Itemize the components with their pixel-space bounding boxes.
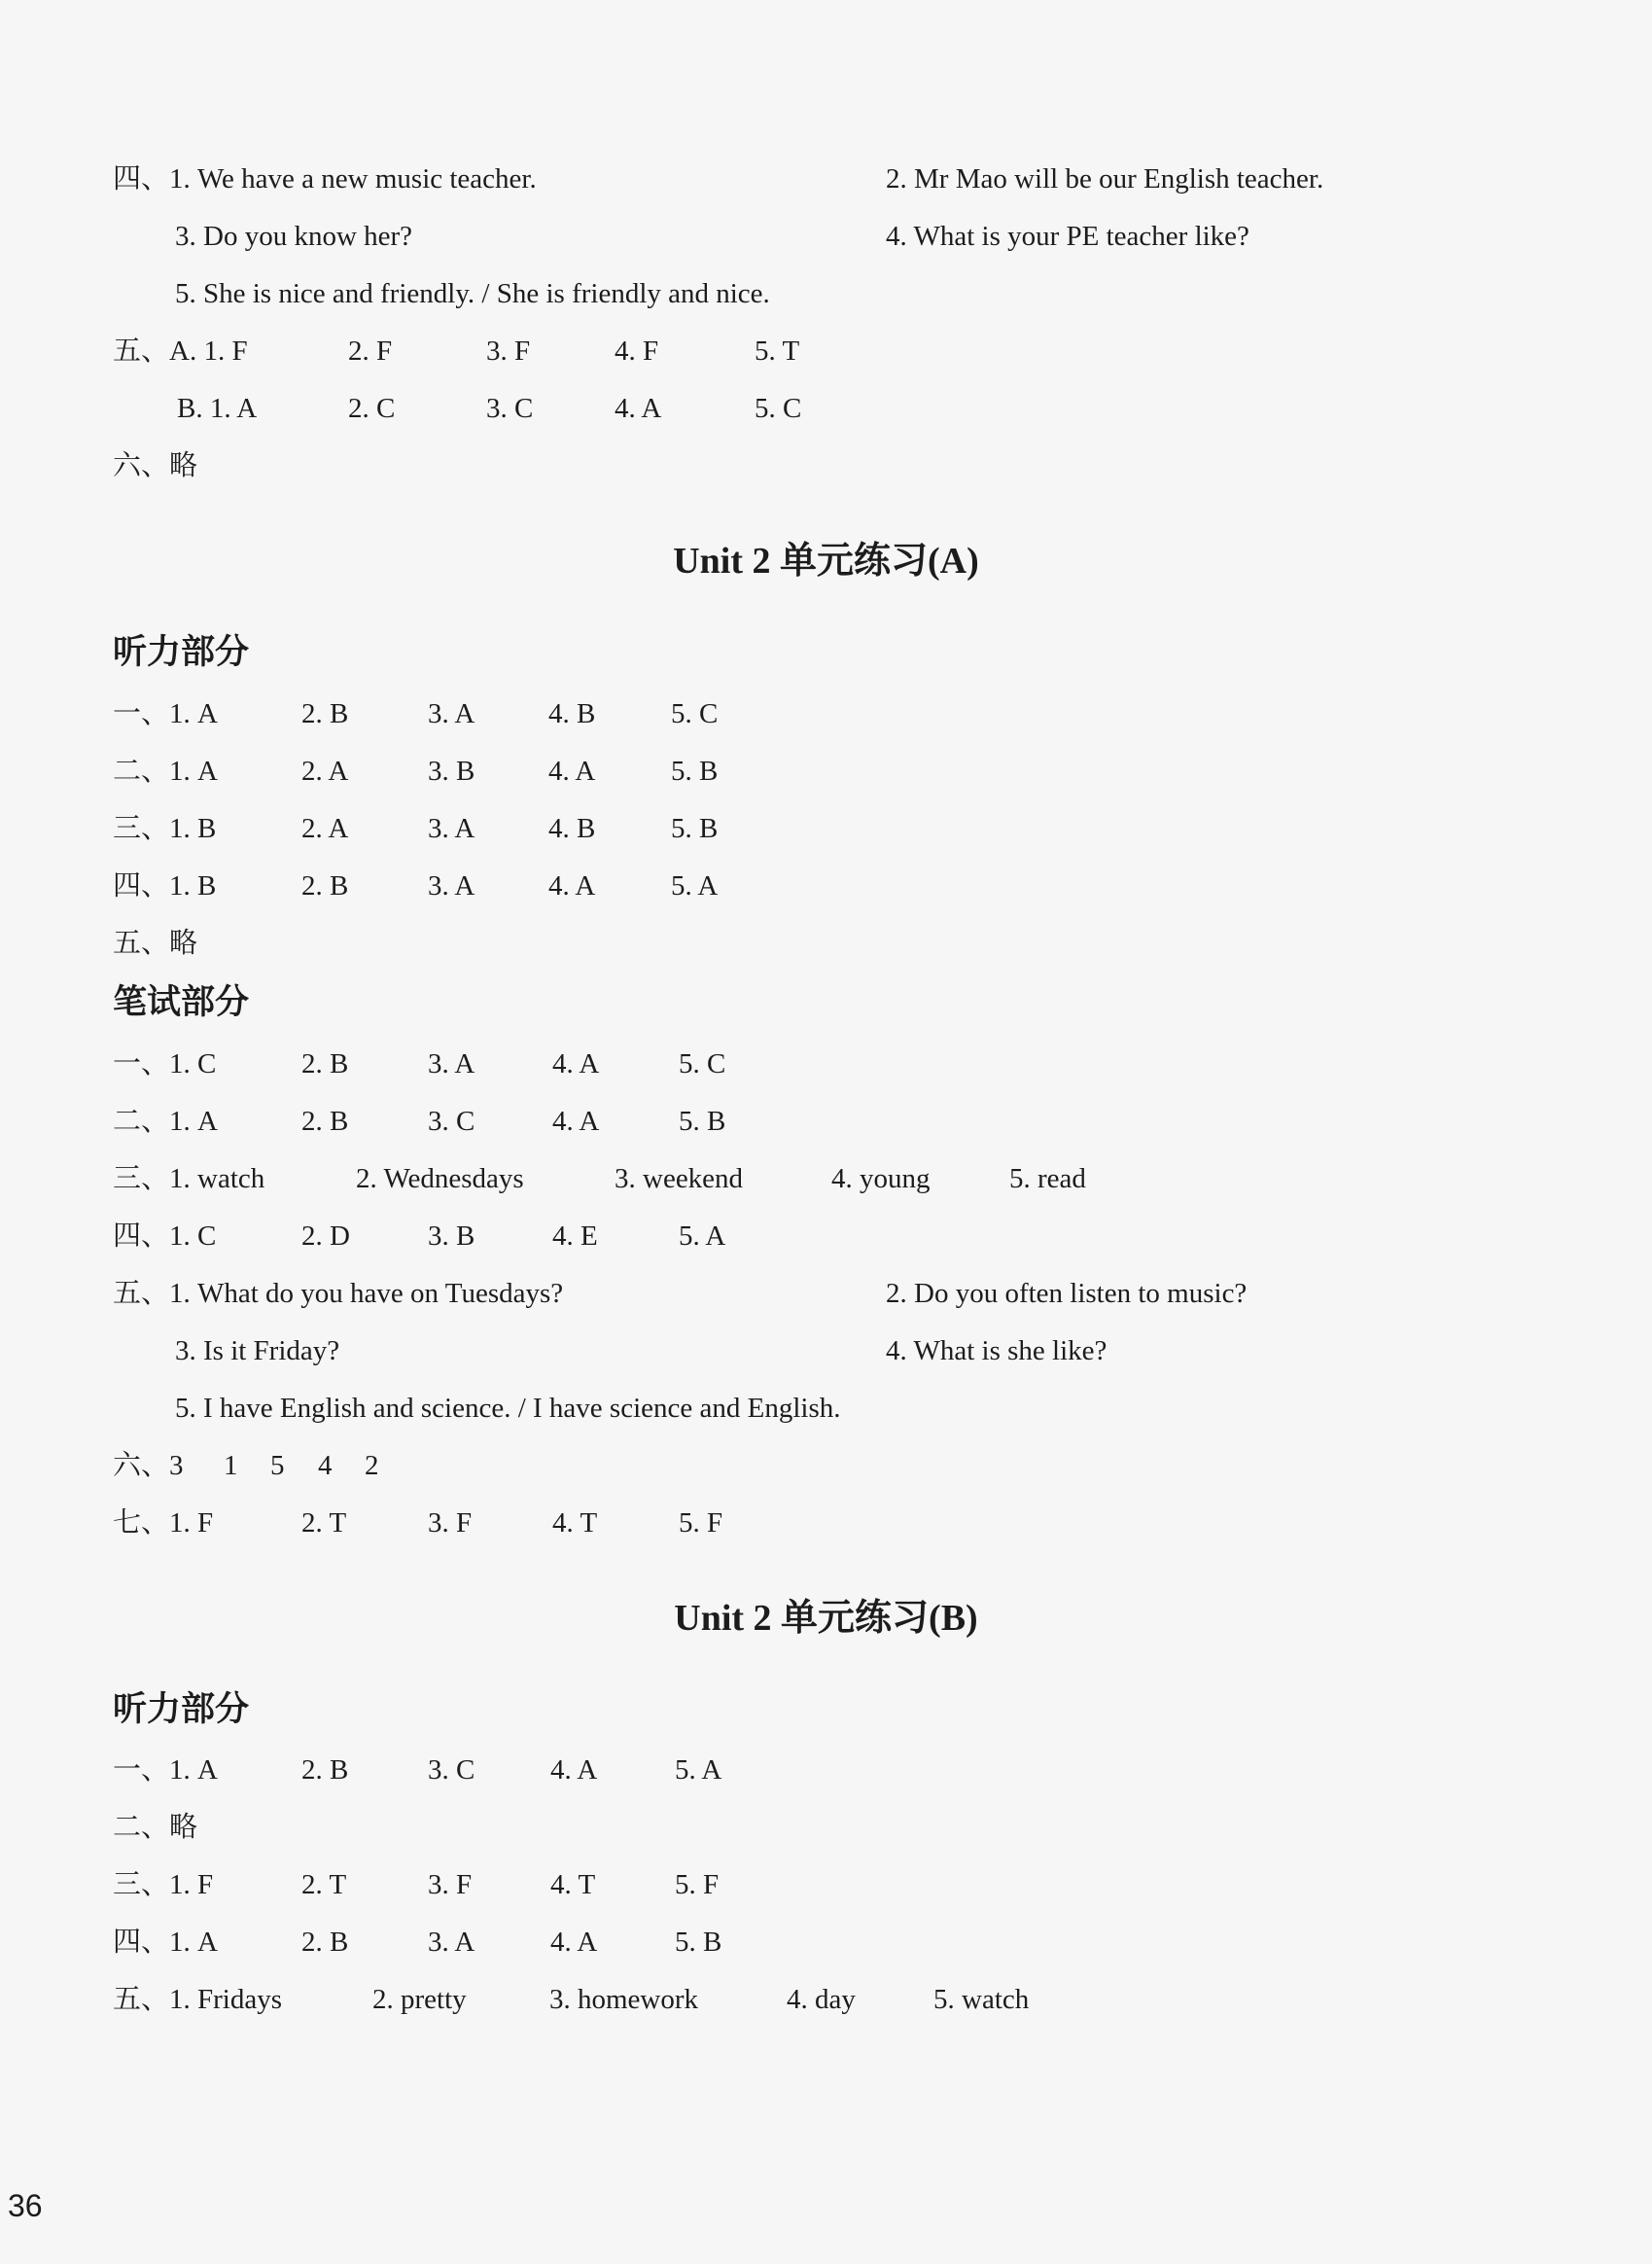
answer-item: 4. F [615, 336, 659, 367]
answer-item: 四、1. B [113, 870, 217, 902]
answer-item: 2. B [301, 1048, 349, 1079]
answer-item: 2. A [301, 756, 349, 787]
answer-item: 5. B [671, 813, 719, 844]
answer-item: 5. read [1009, 1163, 1086, 1194]
answer-item: 5. C [671, 698, 719, 729]
answer-item: 5. B [671, 756, 719, 787]
answer-item: 3. Do you know her? [175, 221, 413, 252]
answer-item: 4. A [548, 756, 596, 787]
answer-item: 四、1. A [113, 1927, 218, 1958]
answer-item: 3. Is it Friday? [175, 1335, 340, 1366]
answer-item: 二、略 [113, 1812, 198, 1843]
answer-item: 5. A [679, 1220, 726, 1252]
answer-item: 5. T [755, 336, 800, 367]
page-number: 36 [8, 2188, 43, 2223]
answer-item: 3. weekend [615, 1163, 744, 1194]
answer-item: 4. A [552, 1048, 600, 1079]
answer-item: 2. D [301, 1220, 350, 1252]
answer-item: 5. C [679, 1048, 726, 1079]
answer-item: 一、1. A [113, 698, 218, 729]
answer-item: 一、1. A [113, 1754, 218, 1786]
answer-item: 2. F [348, 336, 393, 367]
answer-item: 2. Do you often listen to music? [886, 1278, 1248, 1309]
answer-item: 2 [365, 1450, 379, 1481]
answer-item: 2. Mr Mao will be our English teacher. [886, 163, 1324, 195]
answer-item: B. 1. A [177, 393, 258, 424]
answer-item: 4 [318, 1450, 333, 1481]
answer-item: 4. T [550, 1869, 596, 1900]
answer-item: 四、1. We have a new music teacher. [113, 163, 537, 195]
answer-item: 2. pretty [372, 1984, 467, 2015]
answer-item: 2. B [301, 1927, 349, 1958]
answer-item: 4. A [550, 1754, 598, 1786]
answer-item: 4. A [550, 1927, 598, 1958]
answer-item: 4. A [615, 393, 662, 424]
answer-item: 4. What is she like? [886, 1335, 1107, 1366]
answer-item: 5. A [671, 870, 719, 902]
answer-item: 六、3 [113, 1450, 184, 1481]
answer-item: 2. B [301, 1754, 349, 1786]
answer-item: 五、1. What do you have on Tuesdays? [113, 1278, 564, 1309]
answer-item: 3. A [428, 1927, 475, 1958]
answer-item: 4. day [787, 1984, 856, 2015]
answer-item: 三、1. B [113, 813, 217, 844]
answer-item: 二、1. A [113, 1106, 218, 1137]
answer-item: 4. B [548, 698, 596, 729]
answer-item: 4. A [548, 870, 596, 902]
answer-item: 5. watch [933, 1984, 1030, 2015]
answer-item: 七、1. F [113, 1507, 214, 1539]
answer-item: 4. T [552, 1507, 598, 1539]
answer-item: 3. A [428, 870, 475, 902]
answer-item: 4. B [548, 813, 596, 844]
answer-item: 4. young [831, 1163, 931, 1194]
answer-item: 五、1. Fridays [113, 1984, 283, 2015]
answer-item: 4. What is your PE teacher like? [886, 221, 1249, 252]
answer-item: 2. B [301, 870, 349, 902]
answer-item: 三、1. watch [113, 1163, 265, 1194]
answer-item: 五、A. 1. F [113, 336, 248, 367]
unit-2a-title: Unit 2 单元练习(A) [673, 541, 979, 582]
answer-item: 5. F [679, 1507, 723, 1539]
answer-item: 2. A [301, 813, 349, 844]
answer-item: 2. Wednesdays [356, 1163, 524, 1194]
answer-item: 1 [224, 1450, 238, 1481]
answer-item: 二、1. A [113, 756, 218, 787]
answer-item: 3. homework [549, 1984, 699, 2015]
answer-item: 五、略 [113, 928, 198, 959]
answer-item: 3. A [428, 698, 475, 729]
answer-item: 2. T [301, 1507, 347, 1539]
answer-item: 5. B [679, 1106, 726, 1137]
answer-item: 3. C [486, 393, 534, 424]
answer-item: 3. A [428, 813, 475, 844]
answer-item: 5. F [675, 1869, 720, 1900]
answer-item: 4. E [552, 1220, 598, 1252]
answer-item: 4. A [552, 1106, 600, 1137]
answer-item: 5 [270, 1450, 285, 1481]
unit-2b-title: Unit 2 单元练习(B) [674, 1598, 978, 1639]
answer-item: 2. B [301, 1106, 349, 1137]
answer-item: 5. I have English and science. / I have science and English. [175, 1393, 841, 1424]
listening-section-title: 听力部分 [113, 1690, 250, 1729]
answer-item: 一、1. C [113, 1048, 217, 1079]
answer-item: 三、1. F [113, 1869, 214, 1900]
answer-item: 3. F [428, 1869, 473, 1900]
answer-item: 3. F [428, 1507, 473, 1539]
answer-item: 2. C [348, 393, 396, 424]
answer-item: 3. F [486, 336, 531, 367]
answer-item: 3. C [428, 1754, 475, 1786]
answer-item: 四、1. C [113, 1220, 217, 1252]
answer-item: 3. B [428, 1220, 475, 1252]
answer-item: 5. B [675, 1927, 722, 1958]
written-section-title: 笔试部分 [113, 983, 250, 1022]
answer-item: 3. C [428, 1106, 475, 1137]
answer-item: 2. B [301, 698, 349, 729]
answer-item: 5. C [755, 393, 802, 424]
answer-item: 六、略 [113, 450, 198, 481]
answer-item: 3. A [428, 1048, 475, 1079]
answer-item: 2. T [301, 1869, 347, 1900]
answer-item: 3. B [428, 756, 475, 787]
answer-item: 5. She is nice and friendly. / She is friendly and nice. [175, 278, 770, 309]
listening-section-title: 听力部分 [113, 633, 250, 672]
answer-item: 5. A [675, 1754, 722, 1786]
